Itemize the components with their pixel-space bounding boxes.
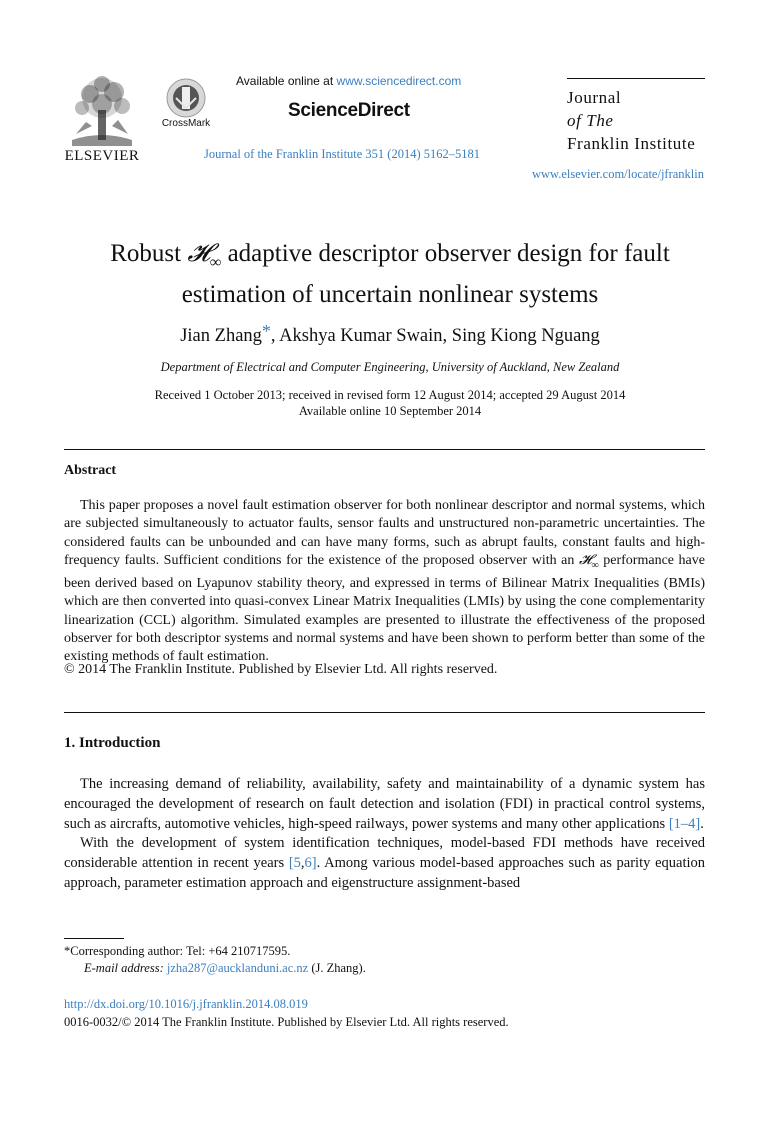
paragraph-text: With the development of system identification techniques, model-based FDI methods have received considerable attention in recent years [64, 835, 705, 872]
elsevier-wordmark: ELSEVIER [64, 148, 140, 164]
sciencedirect-brand: ScienceDirect [288, 100, 410, 121]
introduction-body [64, 775, 705, 894]
abstract-paragraph [64, 497, 705, 666]
title-text: estimation of uncertain nonlinear systems [181, 281, 599, 308]
citation-link[interactable]: [5 [288, 855, 301, 872]
available-online-line [236, 74, 461, 88]
abstract-top-rule [64, 449, 705, 450]
affiliation: Department of Electrical and Computer Engineering, University of Auckland, New Zealand [160, 360, 620, 374]
available-online-date: Available online 10 September 2014 [298, 404, 482, 418]
crossmark-icon[interactable] [166, 78, 206, 118]
journal-name-line: of The [567, 111, 614, 130]
crossmark-label: CrossMark [161, 118, 211, 129]
section-heading-introduction: 1. Introduction [64, 735, 161, 751]
abstract-text: This paper proposes a novel fault estimation observer for both nonlinear descriptor and normal systems, which are subjected simultaneously to actuator faults, sensor faults and unstructured non-parametric uncertainties. The considered faults can be unbounded and can have many forms, such as abrupt faults, constant faults and high-frequency faults. Sufficient conditions for the existence of the proposed observer with an [64, 498, 705, 568]
abstract-bottom-rule [64, 712, 705, 713]
title-text: adaptive descriptor observer design for fault [221, 240, 670, 267]
abstract-text: performance have been derived based on Lyapunov stability theory, and expressed in terms of Bilinear Matrix Inequalities (BMIs) which are then converted into quasi-convex Linear Matrix Inequalities (LMIs) by using the cone complementarity linearization (CCL) algorithm. Simulated examples are presented to illustrate the effectiveness of the proposed observer for both descriptor systems and normal systems and have been shown to perform better than some of the existing methods of fault estimation. [64, 552, 705, 665]
available-online-text: Available online at [236, 74, 337, 88]
email-suffix: (J. Zhang). [308, 961, 366, 975]
abstract-copyright: © 2014 The Franklin Institute. Published by Elsevier Ltd. All rights reserved. [64, 662, 498, 677]
email-link[interactable]: jzha287@aucklanduni.ac.nz [166, 961, 309, 975]
citation-link[interactable]: 6] [304, 855, 317, 872]
received-dates: Received 1 October 2013; received in revised form 12 August 2014; accepted 29 August 2014 [154, 388, 626, 402]
journal-title-rule [567, 78, 705, 79]
body-paragraph [64, 834, 705, 893]
email-footnote [84, 961, 366, 976]
infinity-subscript: ∞ [209, 254, 222, 271]
h-symbol: 𝓗 [187, 240, 210, 267]
paragraph-text: . Among various model-based approaches such as parity equation approach, parameter estimation approach and eigenstructure assignment-based [64, 855, 706, 891]
paragraph-text: . [700, 815, 704, 832]
h-infinity-symbol [187, 240, 222, 271]
journal-citation-link[interactable]: Journal of the Franklin Institute 351 (2014) 5162–5181 [204, 147, 481, 161]
sciencedirect-link[interactable]: www.sciencedirect.com [336, 74, 462, 88]
email-label: E-mail address: [84, 961, 164, 975]
journal-name-line: Franklin Institute [567, 134, 696, 153]
paragraph-text: The increasing demand of reliability, availability, safety and maintainability of a dynamic system has encouraged the development of research on fault detection and isolation (FDI) in practical control systems, such as aircrafts, automotive vehicles, high-speed railways, power systems and many other applications [64, 776, 705, 832]
journal-name-block [567, 86, 695, 155]
abstract-heading: Abstract [64, 463, 117, 478]
author-name[interactable]: Jian Zhang [180, 326, 262, 346]
corresponding-author-footnote [64, 944, 290, 959]
abstract-body [64, 497, 705, 666]
paragraph-text: , [300, 855, 305, 872]
issn-copyright: 0016-0032/© 2014 The Franklin Institute. Published by Elsevier Ltd. All rights reserved. [64, 1015, 509, 1029]
h-infinity-symbol [578, 552, 599, 571]
doi-link[interactable]: http://dx.doi.org/10.1016/j.jfranklin.2014.08.019 [64, 997, 308, 1011]
footnote-rule [64, 938, 124, 939]
h-symbol: 𝓗 [578, 552, 592, 568]
article-title [40, 238, 740, 311]
author-list [40, 321, 740, 347]
footnote-mark: * [64, 944, 71, 958]
citation-link[interactable]: [1–4] [668, 815, 701, 832]
infinity-subscript: ∞ [591, 559, 599, 571]
footnote-text: Corresponding author: Tel: +64 210717595. [70, 944, 291, 958]
author-names: , Akshya Kumar Swain, Sing Kiong Nguang [270, 326, 600, 346]
journal-homepage-link[interactable]: www.elsevier.com/locate/jfranklin [531, 167, 704, 181]
article-history [40, 387, 740, 419]
corresponding-author-mark[interactable]: * [261, 321, 271, 341]
journal-name-line: Journal [567, 88, 622, 107]
body-paragraph [64, 775, 705, 834]
title-text: Robust [110, 240, 188, 267]
